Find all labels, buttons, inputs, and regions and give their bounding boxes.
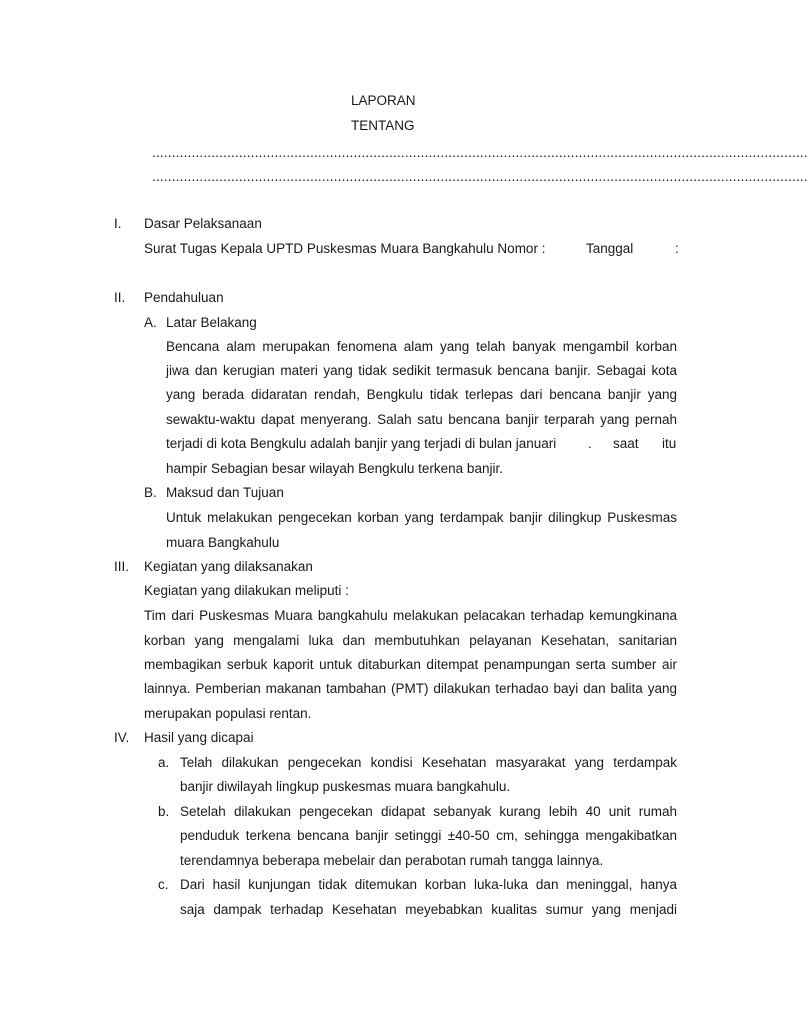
subsection-b-title: Maksud dan Tujuan bbox=[166, 485, 284, 500]
section-3-number: III. bbox=[114, 559, 130, 574]
kegiatan-line-3: membagikan serbuk kaporit untuk ditaburkan ditempat penampungan serta sumber air bbox=[144, 657, 677, 672]
section-2-heading: Pendahuluan bbox=[144, 290, 224, 305]
maksud-line-2: muara Bangkahulu bbox=[166, 535, 280, 550]
hasil-a-line-1: Telah dilakukan pengecekan kondisi Kesehatan masyarakat yang terdampak bbox=[180, 755, 677, 770]
hasil-a-line-2: banjir diwilayah lingkup puskesmas muara bangkahulu. bbox=[180, 779, 511, 794]
kegiatan-line-5: merupakan populasi rentan. bbox=[144, 706, 312, 721]
blank-line-2: ...................................................................................................................................................................... bbox=[152, 169, 808, 184]
latar-line-5-saat: saat bbox=[613, 436, 639, 451]
hasil-b-line-3: terendamnya beberapa mebelair dan perabotan rumah tangga lainnya. bbox=[180, 853, 604, 868]
latar-line-5: terjadi di kota Bengkulu adalah banjir yang terjadi di bulan januari bbox=[166, 436, 557, 451]
hasil-b-line-1: Setelah dilakukan pengecekan didapat sebanyak kurang lebih 40 unit rumah bbox=[180, 804, 677, 819]
latar-line-4: sewaktu-waktu dapat menyerang. Salah satu bencana banjir terparah yang pernah bbox=[166, 412, 677, 427]
section-2-number: II. bbox=[114, 290, 126, 305]
section-1-number: I. bbox=[114, 216, 122, 231]
section-1-surat: Surat Tugas Kepala UPTD Puskesmas Muara Bangkahulu Nomor : bbox=[144, 241, 546, 256]
latar-line-1: Bencana alam merupakan fenomena alam yang telah banyak mengambil korban bbox=[166, 339, 677, 354]
latar-line-6: hampir Sebagian besar wilayah Bengkulu terkena banjir. bbox=[166, 461, 503, 476]
subsection-a-letter: A. bbox=[144, 315, 157, 330]
kegiatan-line-4: lainnya. Pemberian makanan tambahan (PMT) dilakukan terhadao bayi dan balita yang bbox=[144, 681, 677, 696]
latar-line-2: jiwa dan kerugian materi yang tidak sedikit termasuk bencana banjir. Sebagai kota bbox=[166, 363, 677, 378]
subsection-b-letter: B. bbox=[144, 485, 157, 500]
hasil-c-line-2: saja dampak terhadap Kesehatan meyebabkan kualitas sumur yang menjadi bbox=[180, 902, 677, 917]
subsection-a-title: Latar Belakang bbox=[166, 315, 257, 330]
hasil-a-letter: a. bbox=[158, 755, 170, 770]
hasil-b-letter: b. bbox=[158, 804, 170, 819]
latar-line-3: yang berada didaratan rendah, Bengkulu tidak terlepas dari bencana banjir yang bbox=[166, 387, 677, 402]
latar-line-5-itu: itu bbox=[662, 436, 677, 451]
section-3-intro: Kegiatan yang dilakukan meliputi : bbox=[144, 583, 349, 598]
hasil-b-line-2: penduduk terkena bencana banjir setinggi ±40-50 cm, sehingga mengakibatkan bbox=[180, 828, 677, 843]
section-1-heading: Dasar Pelaksanaan bbox=[144, 216, 262, 231]
hasil-c-line-1: Dari hasil kunjungan tidak ditemukan korban luka-luka dan meninggal, hanya bbox=[180, 877, 677, 892]
hasil-c-letter: c. bbox=[158, 877, 169, 892]
latar-line-5-dot: . bbox=[588, 436, 592, 451]
kegiatan-line-2: korban yang mengalami luka dan membutuhkan pelayanan Kesehatan, sanitarian bbox=[144, 633, 677, 648]
section-3-heading: Kegiatan yang dilaksanakan bbox=[144, 559, 313, 574]
doc-subtitle: TENTANG bbox=[351, 118, 415, 133]
kegiatan-line-1: Tim dari Puskesmas Muara bangkahulu melakukan pelacakan terhadap kemungkinana bbox=[144, 608, 677, 623]
section-1-tanggal: Tanggal bbox=[586, 241, 634, 256]
section-4-heading: Hasil yang dicapai bbox=[144, 730, 254, 745]
section-4-number: IV. bbox=[114, 730, 130, 745]
maksud-line-1: Untuk melakukan pengecekan korban yang terdampak banjir dilingkup Puskesmas bbox=[166, 510, 677, 525]
doc-title: LAPORAN bbox=[351, 93, 416, 108]
section-1-colon: : bbox=[675, 241, 679, 256]
blank-line-1: ...................................................................................................................................................................... bbox=[152, 145, 808, 160]
